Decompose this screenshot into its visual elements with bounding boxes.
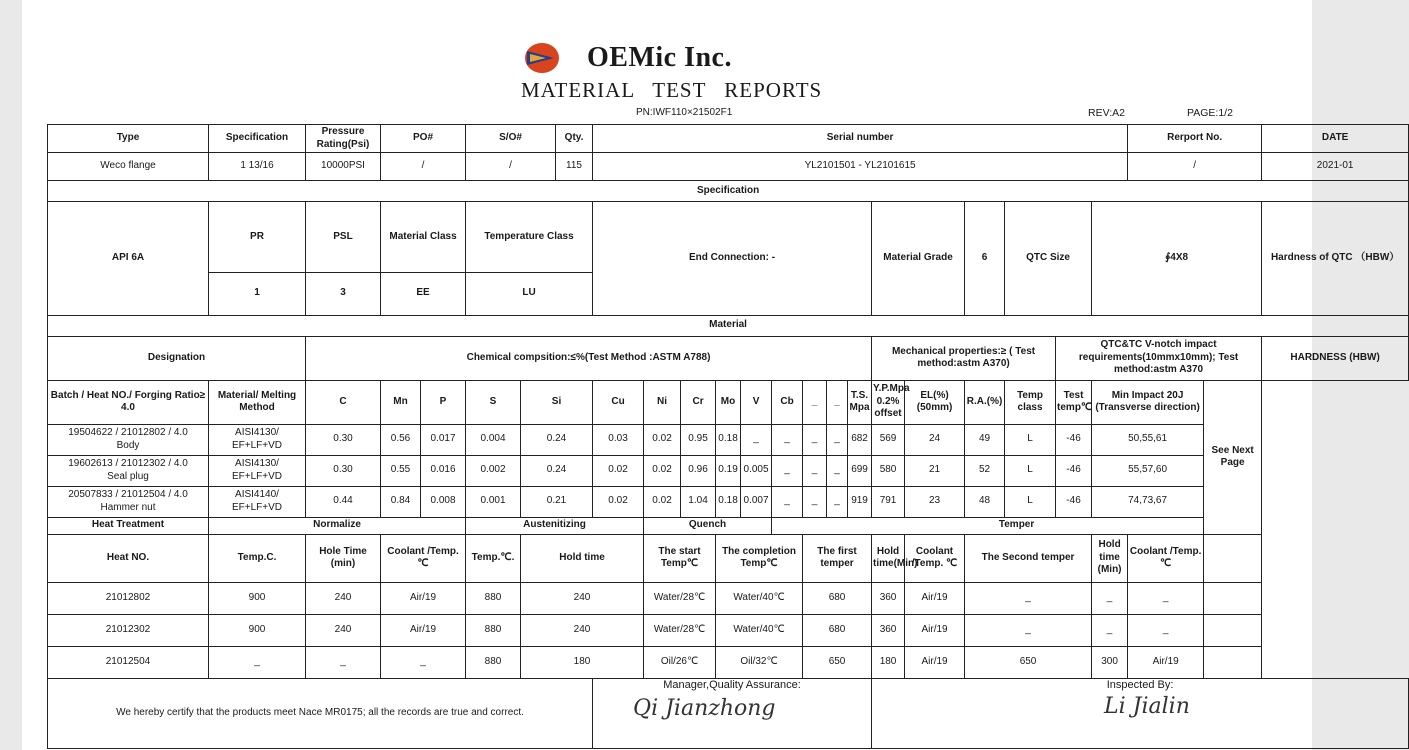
chem-value: _ xyxy=(827,455,848,486)
ht-value: _ xyxy=(965,614,1092,646)
element-blank: _ xyxy=(827,380,848,424)
chem-value: 0.001 xyxy=(466,486,521,517)
ht-value: Water/40℃ xyxy=(716,582,803,614)
ht-col: Hold time (Min) xyxy=(1092,534,1128,582)
ht-col: Hold time(Min) xyxy=(872,534,905,582)
batch-cell xyxy=(48,424,209,455)
value-serial: YL2101501 - YL2101615 xyxy=(593,153,1128,181)
ht-value: _ xyxy=(1092,614,1128,646)
ht-col: Heat NO. xyxy=(48,534,209,582)
element-s: S xyxy=(466,380,521,424)
spec-temp-class-label: Temperature Class xyxy=(466,202,593,273)
ht-value: _ xyxy=(965,582,1092,614)
ht-value: Air/19 xyxy=(381,582,466,614)
quench-title: Quench xyxy=(644,517,772,534)
element-mn: Mn xyxy=(381,380,421,424)
melting-method: EF+LF+VD xyxy=(231,501,283,513)
ht-col: Coolant /Temp.℃ xyxy=(381,534,466,582)
part-name: Body xyxy=(116,439,140,451)
chem-value: _ xyxy=(772,486,803,517)
chem-value: _ xyxy=(827,424,848,455)
ht-value: 650 xyxy=(803,646,872,678)
part-number: PN:IWF110×21502F1 xyxy=(636,107,733,118)
element-ni: Ni xyxy=(644,380,681,424)
element-mo: Mo xyxy=(716,380,741,424)
ht-value: 21012302 xyxy=(48,614,209,646)
ht-col: Hold time xyxy=(521,534,644,582)
spec-material-grade-label: Material Grade xyxy=(872,202,965,316)
ht-empty-cell xyxy=(1204,534,1262,582)
chem-value: 0.02 xyxy=(593,486,644,517)
header-date: DATE xyxy=(1262,125,1409,153)
ht-value: Oil/32℃ xyxy=(716,646,803,678)
document-title: MATERIAL TEST REPORTS xyxy=(521,78,823,102)
heat-treatment-columns-row xyxy=(48,534,1409,582)
ht-value: Air/19 xyxy=(905,646,965,678)
material-grade: AISI4130/ xyxy=(235,427,279,438)
ht-empty-cell xyxy=(1204,614,1262,646)
ht-value: 180 xyxy=(872,646,905,678)
spec-qtc-size-label: QTC Size xyxy=(1005,202,1092,316)
ht-value: 300 xyxy=(1092,646,1128,678)
ht-col: Temp.℃. xyxy=(466,534,521,582)
ht-empty-cell xyxy=(1204,646,1262,678)
chem-value: 1.04 xyxy=(681,486,716,517)
yp-value: 580 xyxy=(872,455,905,486)
test-temp-value: -46 xyxy=(1056,455,1092,486)
hardness-title: HARDNESS (HBW) xyxy=(1262,336,1409,380)
value-report: / xyxy=(1128,153,1262,181)
col-ts: T.S. Mpa xyxy=(848,380,872,424)
chem-value: 0.30 xyxy=(306,455,381,486)
value-specification: 1 13/16 xyxy=(209,153,306,181)
material-grade: AISI4140/ xyxy=(235,489,279,500)
chem-value: _ xyxy=(803,455,827,486)
chem-value: 0.24 xyxy=(521,455,593,486)
chem-value: _ xyxy=(772,424,803,455)
ht-value: Air/19 xyxy=(905,614,965,646)
ht-value: Air/19 xyxy=(1128,646,1204,678)
summary-values-row xyxy=(48,153,1409,181)
chem-value: 0.24 xyxy=(521,424,593,455)
ht-value: 680 xyxy=(803,582,872,614)
ht-value: 880 xyxy=(466,646,521,678)
certification-row xyxy=(48,678,1409,748)
ra-value: 52 xyxy=(965,455,1005,486)
ht-value: 180 xyxy=(521,646,644,678)
ht-value: Water/28℃ xyxy=(644,582,716,614)
ht-value: 900 xyxy=(209,582,306,614)
chem-value: _ xyxy=(772,455,803,486)
yp-value: 569 xyxy=(872,424,905,455)
element-cr: Cr xyxy=(681,380,716,424)
part-name: Seal plug xyxy=(107,470,149,482)
chem-value: 0.007 xyxy=(741,486,772,517)
ht-value: Water/28℃ xyxy=(644,614,716,646)
col-yp: Y.P.Mpa 0.2% offset xyxy=(872,380,905,424)
header-qty: Qty. xyxy=(556,125,593,153)
spec-pr: 1 xyxy=(209,272,306,315)
specification-title-row xyxy=(48,181,1409,202)
value-so: / xyxy=(466,153,556,181)
part-name: Hammer nut xyxy=(100,501,156,513)
value-type: Weco flange xyxy=(48,153,209,181)
col-batch: Batch / Heat NO./ Forging Ratio≥ 4.0 xyxy=(48,380,209,424)
chem-value: 0.008 xyxy=(421,486,466,517)
element-blank: _ xyxy=(803,380,827,424)
element-si: Si xyxy=(521,380,593,424)
inspected-label: Inspected By: xyxy=(1106,678,1174,691)
mechanical-title: Mechanical properties:≥ ( Test method:astm A370) xyxy=(872,336,1056,380)
value-pressure: 10000PSI xyxy=(306,153,381,181)
test-temp-value: -46 xyxy=(1056,424,1092,455)
batch-cell xyxy=(48,455,209,486)
chem-value: 0.02 xyxy=(644,455,681,486)
col-material: Material/ Melting Method xyxy=(209,380,306,424)
temper-title: Temper xyxy=(772,517,1262,534)
temp-class-value: L xyxy=(1005,455,1056,486)
heat-treatment-row xyxy=(48,582,1409,614)
chem-value: 0.016 xyxy=(421,455,466,486)
chemical-title: Chemical compsition:≤%(Test Method :ASTM A788) xyxy=(306,336,872,380)
designation-title: Designation xyxy=(48,336,306,380)
ht-value: _ xyxy=(209,646,306,678)
chem-value: 0.02 xyxy=(593,455,644,486)
spec-material-class: EE xyxy=(381,272,466,315)
chem-value: _ xyxy=(827,486,848,517)
melting-method: EF+LF+VD xyxy=(231,470,283,482)
temp-class-value: L xyxy=(1005,486,1056,517)
ht-empty-cell xyxy=(1204,582,1262,614)
ht-col: Coolant /Temp. ℃ xyxy=(905,534,965,582)
company-name: OEMic Inc. xyxy=(587,42,732,73)
test-report-table xyxy=(47,124,1409,749)
spec-pr-label: PR xyxy=(209,202,306,273)
ht-col: The first temper xyxy=(803,534,872,582)
chem-value: 0.004 xyxy=(466,424,521,455)
chem-value: 0.55 xyxy=(381,455,421,486)
material-cell xyxy=(209,486,306,517)
spec-end-connection: End Connection: - xyxy=(593,202,872,316)
el-value: 23 xyxy=(905,486,965,517)
company-logo-icon xyxy=(524,42,560,74)
header-specification: Specification xyxy=(209,125,306,153)
chem-value: 0.30 xyxy=(306,424,381,455)
heat-treatment-group-row xyxy=(48,517,1409,534)
ts-value: 682 xyxy=(848,424,872,455)
header-pressure: Pressure Rating(Psi) xyxy=(306,125,381,153)
chem-value: 0.44 xyxy=(306,486,381,517)
ht-value: 240 xyxy=(521,582,644,614)
ht-col: Hole Time (min) xyxy=(306,534,381,582)
chem-value: _ xyxy=(803,486,827,517)
chem-value: 0.18 xyxy=(716,424,741,455)
value-date: 2021-01 xyxy=(1262,153,1409,181)
melting-method: EF+LF+VD xyxy=(231,439,283,451)
el-value: 21 xyxy=(905,455,965,486)
ht-value: 900 xyxy=(209,614,306,646)
ht-value: Water/40℃ xyxy=(716,614,803,646)
ht-value: _ xyxy=(1092,582,1128,614)
certification-text: We hereby certify that the products meet Nace MR0175; all the records are true and correct. xyxy=(48,678,593,748)
value-po: / xyxy=(381,153,466,181)
material-cell xyxy=(209,424,306,455)
page-number: PAGE:1/2 xyxy=(1187,107,1233,119)
element-p: P xyxy=(421,380,466,424)
impact-value: 55,57,60 xyxy=(1092,455,1204,486)
see-next-page: See Next Page xyxy=(1204,380,1262,534)
inspector-signature-cell xyxy=(872,678,1409,748)
chem-value: 0.017 xyxy=(421,424,466,455)
element-cb: Cb xyxy=(772,380,803,424)
ht-value: 880 xyxy=(466,582,521,614)
ht-col: The start Temp℃ xyxy=(644,534,716,582)
header-so: S/O# xyxy=(466,125,556,153)
material-columns-row xyxy=(48,380,1409,424)
summary-header-row xyxy=(48,125,1409,153)
value-qty: 115 xyxy=(556,153,593,181)
el-value: 24 xyxy=(905,424,965,455)
ht-value: 680 xyxy=(803,614,872,646)
chem-value: 0.19 xyxy=(716,455,741,486)
batch-number: 19504622 / 21012802 / 4.0 xyxy=(68,427,188,438)
chem-value: 0.96 xyxy=(681,455,716,486)
ht-col: The completion Temp℃ xyxy=(716,534,803,582)
revision: REV:A2 xyxy=(1088,107,1125,119)
ht-value: 360 xyxy=(872,582,905,614)
spec-material-grade: 6 xyxy=(965,202,1005,316)
material-cell xyxy=(209,455,306,486)
col-ra: R.A.(%) xyxy=(965,380,1005,424)
ht-value: 21012802 xyxy=(48,582,209,614)
ra-value: 49 xyxy=(965,424,1005,455)
ht-col: Coolant /Temp.℃ xyxy=(1128,534,1204,582)
ht-value: _ xyxy=(306,646,381,678)
ht-value: 21012504 xyxy=(48,646,209,678)
ht-value: Air/19 xyxy=(905,582,965,614)
ht-value: 240 xyxy=(306,582,381,614)
impact-value: 50,55,61 xyxy=(1092,424,1204,455)
header-type: Type xyxy=(48,125,209,153)
chem-value: 0.18 xyxy=(716,486,741,517)
impact-title: QTC&TC V-notch impact requirements(10mmx10mm); Test method:astm A370 xyxy=(1056,336,1262,380)
yp-value: 791 xyxy=(872,486,905,517)
ht-col: Temp.C. xyxy=(209,534,306,582)
normalize-title: Normalize xyxy=(209,517,466,534)
temp-class-value: L xyxy=(1005,424,1056,455)
chem-value: 0.95 xyxy=(681,424,716,455)
col-el: EL(%) (50mm) xyxy=(905,380,965,424)
spec-hardness-label: Hardness of QTC （HBW） xyxy=(1262,202,1409,316)
batch-number: 19602613 / 21012302 / 4.0 xyxy=(68,458,188,469)
header-serial: Serial number xyxy=(593,125,1128,153)
col-test-temp: Test temp℃ xyxy=(1056,380,1092,424)
chem-value: 0.84 xyxy=(381,486,421,517)
batch-number: 20507833 / 21012504 / 4.0 xyxy=(68,489,188,500)
header-po: PO# xyxy=(381,125,466,153)
ht-value: 650 xyxy=(965,646,1092,678)
ht-value: 240 xyxy=(306,614,381,646)
chem-value: 0.56 xyxy=(381,424,421,455)
manager-label: Manager,Quality Assurance: xyxy=(663,678,801,691)
element-v: V xyxy=(741,380,772,424)
chem-value: 0.002 xyxy=(466,455,521,486)
chem-value: _ xyxy=(741,424,772,455)
header-report: Rerport No. xyxy=(1128,125,1262,153)
chem-value: 0.02 xyxy=(644,424,681,455)
ht-value: 360 xyxy=(872,614,905,646)
spec-material-class-label: Material Class xyxy=(381,202,466,273)
heat-treatment-title: Heat Treatment xyxy=(48,517,209,534)
inspector-signature: Li Jialin xyxy=(1104,693,1190,719)
material-title-row xyxy=(48,315,1409,336)
chem-value: 0.005 xyxy=(741,455,772,486)
heat-treatment-row xyxy=(48,614,1409,646)
spec-qtc-size: ∮4X8 xyxy=(1092,202,1262,316)
heat-treatment-row xyxy=(48,646,1409,678)
ra-value: 48 xyxy=(965,486,1005,517)
ht-col: The Second temper xyxy=(965,534,1092,582)
batch-cell xyxy=(48,486,209,517)
spec-temp-class: LU xyxy=(466,272,593,315)
material-grade: AISI4130/ xyxy=(235,458,279,469)
chem-value: 0.21 xyxy=(521,486,593,517)
ts-value: 699 xyxy=(848,455,872,486)
material-title: Material xyxy=(48,315,1409,336)
spec-psl: 3 xyxy=(306,272,381,315)
col-temp-class: Temp class xyxy=(1005,380,1056,424)
ts-value: 919 xyxy=(848,486,872,517)
specification-title: Specification xyxy=(48,181,1409,202)
impact-value: 74,73,67 xyxy=(1092,486,1204,517)
element-c: C xyxy=(306,380,381,424)
spec-psl-label: PSL xyxy=(306,202,381,273)
austenitizing-title: Austenitizing xyxy=(466,517,644,534)
chem-value: _ xyxy=(803,424,827,455)
chem-value: 0.02 xyxy=(644,486,681,517)
manager-signature: Qi Jianzhong xyxy=(633,695,776,721)
ht-value: _ xyxy=(1128,614,1204,646)
ht-value: 240 xyxy=(521,614,644,646)
ht-value: 880 xyxy=(466,614,521,646)
ht-value: Oil/26℃ xyxy=(644,646,716,678)
specification-row-1 xyxy=(48,202,1409,273)
col-min-impact: Min Impact 20J (Transverse direction) xyxy=(1092,380,1204,424)
chem-value: 0.03 xyxy=(593,424,644,455)
material-group-row xyxy=(48,336,1409,380)
spec-api: API 6A xyxy=(48,202,209,316)
ht-value: _ xyxy=(381,646,466,678)
ht-value: Air/19 xyxy=(381,614,466,646)
test-temp-value: -46 xyxy=(1056,486,1092,517)
ht-value: _ xyxy=(1128,582,1204,614)
element-cu: Cu xyxy=(593,380,644,424)
manager-signature-cell xyxy=(593,678,872,748)
